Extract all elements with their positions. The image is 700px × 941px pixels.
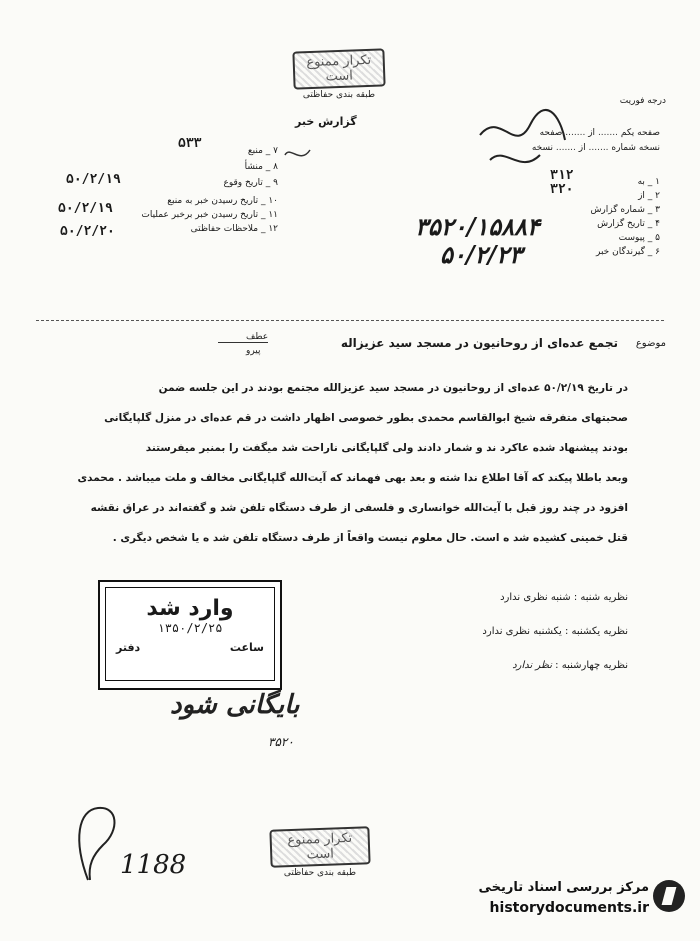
- field-event-date: ۹ _ تاریخ وقوع ۵۰/۲/۱۹: [66, 172, 278, 188]
- source-value: ۵۳۳: [178, 136, 202, 151]
- body-line: در تاریخ ۵۰/۲/۱۹ عده‌ای از روحانیون در مسجد سید عزیزالله مجتمع بودند در این جلسه ضمن: [158, 382, 628, 394]
- classification-stamp-text: تکرار ممنوع است: [292, 48, 385, 89]
- subject-text: تجمع عده‌ای از روحانیون در مسجد سید عزیزاله: [340, 336, 618, 350]
- received-title: وارد شد: [146, 596, 234, 621]
- handwritten-loop-icon: [68, 800, 128, 890]
- from-value: ۳۲۰: [550, 182, 574, 197]
- field-page: صفحه یکم ....... از ....... صفحه: [539, 128, 660, 138]
- page-number: 1188: [120, 850, 187, 880]
- field-to: ۱ _ به ۳۱۲: [550, 168, 660, 187]
- body-line: افزود در چند روز قبل با آیت‌الله خوانساری و فلسفی از طرف دستگاه تلفن شد و گفته‌اند در عراق نقشه: [90, 502, 628, 514]
- field-ops-date: ۱۱ _ تاریخ رسیدن خبر برخبر عملیات ۵۰/۲/۱۹: [58, 201, 278, 220]
- field-report-date: ۴ _ تاریخ گزارش: [597, 219, 660, 229]
- ref-peyro: پیرو: [246, 346, 261, 356]
- subject-label: موضوع: [635, 338, 666, 349]
- watermark-url: historydocuments.ir: [489, 900, 649, 916]
- field-origin: ۸ _ منشأ: [244, 162, 278, 172]
- report-number-handwritten: ۳۵۲۰/۱۵۸۸۴: [415, 212, 540, 241]
- security-notes-value: ۵۰/۲/۲۰: [60, 224, 115, 239]
- comment-saturday: نظریه شنبه : شنبه نظری ندارد: [500, 592, 628, 603]
- to-value: ۳۱۲: [550, 168, 574, 183]
- body-line: وبعد باطلا پیکند که آقا اطلاع ندا شته و بعد بهی فهماند که آیت‌الله گلپایگانی مخالف و ملت میباشد . محمدی: [77, 472, 628, 484]
- report-body: [68, 382, 628, 562]
- received-footer: ساعت دفتر: [116, 641, 264, 654]
- field-recipients: ۶ _ گیرندگان خبر: [595, 247, 660, 257]
- body-line: صحبتهای متفرقه شیخ ابوالقاسم محمدی بطور خصوصی اظهار داشت در قم عده‌ای در منزل گلپایگانی: [104, 412, 628, 424]
- report-title: گزارش خبر: [295, 115, 357, 128]
- classification-caption: طبقه بندی حفاظتی: [302, 90, 376, 100]
- watermark: [400, 878, 685, 922]
- watermark-title: مرکز بررسی اسناد تاریخی: [478, 880, 649, 895]
- left-fields: [38, 136, 278, 239]
- field-source: ۷ _ منبع ۵۳۳: [178, 136, 278, 156]
- comment-wednesday: نظریه چهارشنبه : نظر ندارد: [512, 660, 628, 671]
- body-line: قتل خمینی کشیده شد ه است. حال معلوم نیست واقعاً از طرف دستگاه تلفن شد ه یا شخص دیگری .: [112, 532, 628, 544]
- classification-stamp-text: تکرار ممنوع است: [269, 826, 370, 867]
- comment-sunday: نظریه یکشنبه : یکشنبه نظری ندارد: [482, 626, 628, 637]
- field-source-date: ۱۰ _ تاریخ رسیدن خبر به منبع: [167, 196, 278, 206]
- archive-number: ۳۵۲۰: [268, 735, 294, 749]
- top-classification-stamp: [293, 50, 385, 100]
- event-date-value: ۵۰/۲/۱۹: [66, 172, 121, 187]
- ref-divider: [218, 342, 268, 343]
- field-from: ۲ _ از ۳۲۰: [550, 182, 660, 201]
- report-date-handwritten: ۵۰/۲/۲۳: [440, 240, 522, 269]
- field-report-number: ۳ _ شماره گزارش: [590, 205, 660, 215]
- received-date: ۱۳۵۰/۲/۲۵: [157, 621, 223, 635]
- archive-note: بایگانی شود: [170, 690, 300, 720]
- priority-label: درجه فوریت: [619, 96, 666, 106]
- classification-caption: طبقه بندی حفاظتی: [283, 868, 357, 878]
- field-attachment: ۵ _ پیوست: [618, 233, 660, 243]
- ref-atf: عطف: [246, 332, 269, 342]
- received-stamp: [98, 580, 282, 690]
- watermark-logo-icon: [653, 880, 685, 912]
- bottom-classification-stamp: [270, 828, 370, 878]
- ops-date-value: ۵۰/۲/۱۹: [58, 201, 113, 216]
- header-separator: [36, 320, 664, 322]
- field-security-notes: ۱۲ _ ملاحظات حفاظتی ۵۰/۲/۲۰: [60, 224, 278, 239]
- field-copy: نسخه شماره ....... از ....... نسخه: [531, 143, 660, 153]
- received-stamp-inner: [105, 587, 275, 681]
- handwritten-mark-icon: [280, 140, 320, 170]
- body-line: بودند پیشنهاد شده عاکرد ند و شمار دادند ولی گلپایگانی ناراحت شد میگفت را بمنبر میفرستند: [145, 442, 628, 454]
